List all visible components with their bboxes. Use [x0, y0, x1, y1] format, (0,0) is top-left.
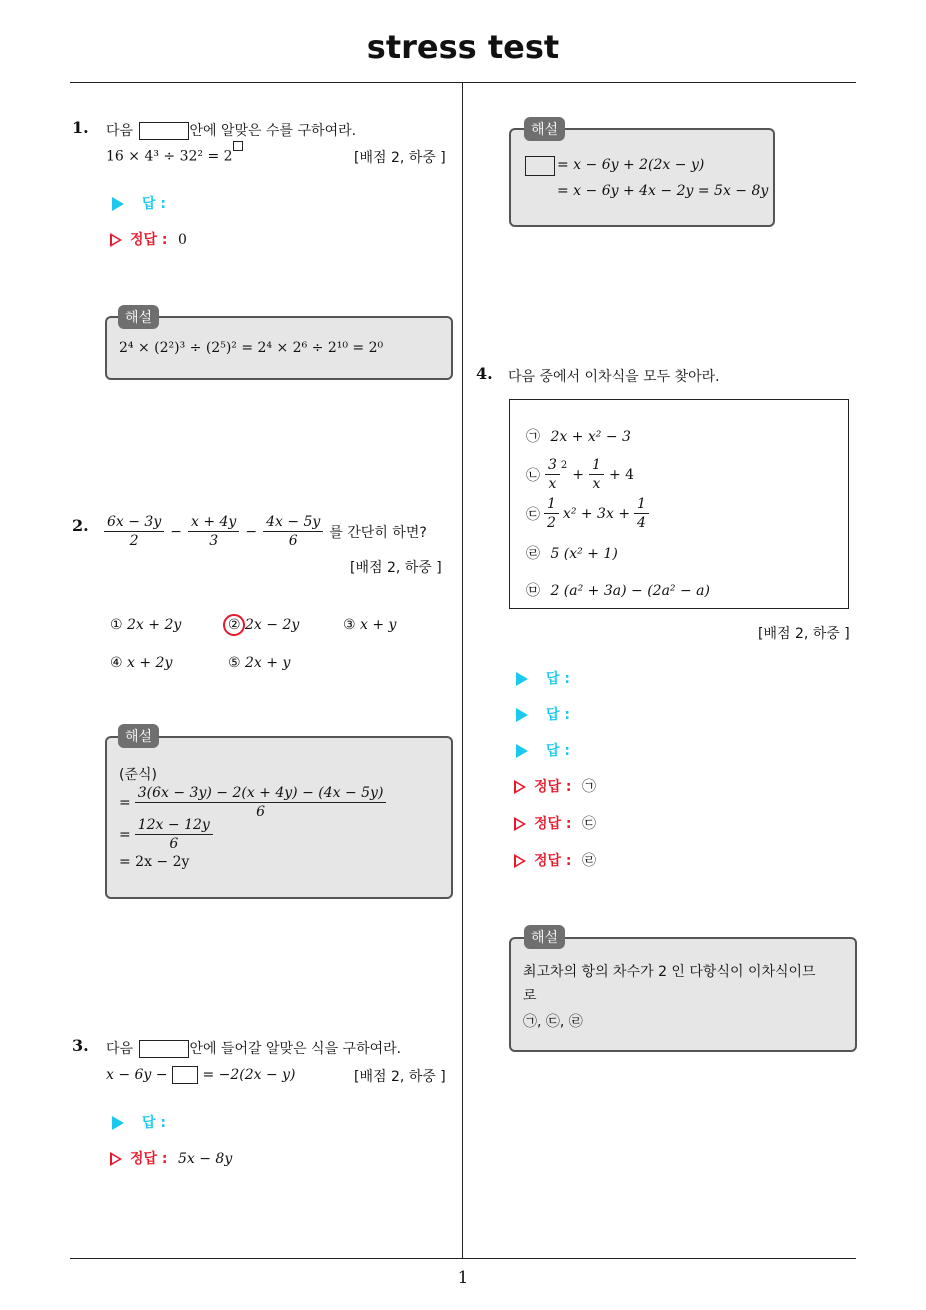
- q2-f1-num: 6x − 3y: [104, 513, 164, 532]
- q2-fraction-3: [263, 513, 323, 550]
- q4-item-c: [526, 495, 649, 532]
- q3-prompt-pre: 다음: [106, 1041, 134, 1057]
- q2-sol-f2-num: 12x − 12y: [135, 816, 213, 835]
- q1-answer-row: [112, 193, 166, 213]
- q3-solution-box: [509, 128, 775, 227]
- q4-item-a-text: 2x + x² − 3: [550, 429, 631, 445]
- q2-option-4-text: x + 2y: [127, 655, 173, 671]
- q1-correct-label: 정답 :: [130, 232, 168, 248]
- q1-prompt-pre: 다음: [106, 123, 134, 139]
- q1-correct-value: 0: [177, 232, 187, 248]
- q4-correct-row-2: [514, 813, 596, 833]
- q2-solution-box: [105, 736, 453, 899]
- q2-prompt-post: 를 간단히 하면?: [329, 524, 427, 541]
- q4-score: [배점 2, 하중 ]: [758, 626, 850, 642]
- q1-number: 1.: [72, 118, 89, 137]
- q4-answer-row-1: [516, 668, 570, 688]
- q2-option-3-mark: ③: [343, 617, 356, 633]
- correct-triangle-icon: [514, 854, 526, 868]
- q2-sol-eq-1: =: [119, 794, 131, 811]
- q2-solution-line-4: = 2x − 2y: [119, 854, 190, 870]
- q2-sol-f2-den: 6: [169, 836, 179, 852]
- q4-number: 4.: [476, 364, 493, 383]
- q4-item-c-f2-num: 1: [634, 495, 649, 514]
- q1-answer-label: 답 :: [142, 196, 166, 212]
- q4-answer-label-3: 답 :: [546, 743, 570, 759]
- q4-item-b: [526, 456, 634, 493]
- q4-solution-line-2: 로: [523, 988, 537, 1004]
- answer-triangle-icon: [516, 708, 528, 722]
- q4-item-b-sup: 2: [560, 460, 568, 471]
- footer-rule: [70, 1258, 856, 1259]
- q2-option-5-text: 2x + y: [245, 655, 291, 671]
- q2-solution-line-1: (준식): [119, 767, 157, 783]
- q2-fraction-2: [188, 513, 239, 550]
- q3-number: 3.: [72, 1036, 89, 1055]
- q4-solution-line-1: 최고차의 항의 차수가 2 인 다항식이 이차식이므: [523, 964, 816, 980]
- q4-prompt: 다음 중에서 이차식을 모두 찾아라.: [508, 369, 720, 385]
- q3-solution-box-blank: [525, 156, 555, 176]
- q4-item-c-mid: x² + 3x +: [562, 505, 631, 522]
- answer-triangle-icon: [516, 672, 528, 686]
- q2-option-5[interactable]: [228, 655, 290, 671]
- q2-f3-den: 6: [288, 533, 298, 549]
- q2-fraction-1: [104, 513, 164, 550]
- q4-item-b-mark: ㉡: [526, 467, 540, 484]
- q3-solution-line-2: = x − 6y + 4x − 2y = 5x − 8y: [557, 183, 769, 199]
- q3-score: [배점 2, 하중 ]: [354, 1069, 446, 1085]
- q2-f2-den: 3: [209, 533, 219, 549]
- q4-correct-label-3: 정답 :: [534, 853, 572, 869]
- q3-expr-pre: x − 6y −: [106, 1067, 168, 1083]
- q1-correct-row: [110, 229, 187, 249]
- q4-item-b-tail: + 4: [608, 466, 635, 483]
- q3-solution-line-1: = x − 6y + 2(2x − y): [557, 157, 705, 173]
- q4-item-b-f1-den: x: [548, 476, 557, 492]
- column-divider: [462, 83, 463, 1259]
- q3-answer-row: [112, 1112, 166, 1132]
- q3-expr-box: [172, 1066, 198, 1084]
- q4-item-c-f1-den: 2: [547, 515, 556, 531]
- q2-option-4[interactable]: [110, 655, 172, 671]
- q3-prompt-post: 안에 들어갈 알맞은 식을 구하여라.: [189, 1041, 402, 1057]
- correct-triangle-icon: [110, 233, 122, 247]
- q1-blank-box: [139, 122, 189, 140]
- q3-expression: [106, 1066, 296, 1084]
- q4-item-c-frac-1: [544, 495, 559, 532]
- q4-correct-row-3: [514, 850, 596, 870]
- q3-blank-box: [139, 1040, 189, 1058]
- answer-triangle-icon: [516, 744, 528, 758]
- q2-f1-den: 2: [129, 533, 139, 549]
- q4-solution-line-3: ㉠, ㉢, ㉣: [523, 1014, 583, 1030]
- q2-sol-fraction-2: [135, 816, 213, 853]
- q2-option-1[interactable]: [110, 617, 181, 633]
- q4-item-b-plus: +: [572, 466, 585, 483]
- q4-answer-row-2: [516, 704, 570, 724]
- q4-item-b-frac-2: [589, 456, 604, 493]
- page-title: stress test: [366, 28, 560, 66]
- q4-answer-row-3: [516, 740, 570, 760]
- q2-solution-line-3: [119, 816, 213, 853]
- q1-score: [배점 2, 하중 ]: [354, 150, 446, 166]
- q3-answer-label: 답 :: [142, 1115, 166, 1131]
- q2-option-1-mark: ①: [110, 617, 123, 633]
- q3-prompt: [106, 1038, 401, 1058]
- q4-correct-value-3: ㉣: [581, 853, 596, 869]
- q2-sol-f1-den: 6: [256, 804, 266, 820]
- q2-option-3-text: x + y: [360, 617, 397, 633]
- answer-triangle-icon: [112, 197, 124, 211]
- q4-item-b-f1-num: 3: [545, 456, 560, 475]
- answer-triangle-icon: [112, 1116, 124, 1130]
- q2-option-3[interactable]: [343, 617, 396, 633]
- correct-triangle-icon: [514, 817, 526, 831]
- q4-answer-label-2: 답 :: [546, 707, 570, 723]
- q1-expression-text: 16 × 4³ ÷ 32² = 2: [106, 148, 233, 165]
- q1-prompt-post: 안에 알맞은 수를 구하여라.: [189, 123, 357, 139]
- q2-option-4-mark: ④: [110, 655, 123, 671]
- q4-item-b-frac-1: [545, 456, 560, 493]
- q4-item-a-mark: ㉠: [526, 429, 540, 445]
- q4-correct-label-2: 정답 :: [534, 816, 572, 832]
- q2-f2-num: x + 4y: [188, 513, 239, 532]
- q3-correct-label: 정답 :: [130, 1151, 168, 1167]
- q1-solution-tag: 해설: [118, 305, 159, 329]
- q4-correct-label-1: 정답 :: [534, 779, 572, 795]
- page-number: 1: [457, 1268, 469, 1288]
- q4-item-d: [526, 543, 618, 563]
- q4-correct-value-1: ㉠: [581, 779, 596, 795]
- q4-correct-value-2: ㉢: [581, 816, 596, 832]
- q3-expr-post: = −2(2x − y): [202, 1067, 296, 1083]
- q2-option-2-text: 2x − 2y: [245, 617, 300, 633]
- q4-item-c-frac-2: [634, 495, 649, 532]
- q2-sol-eq-2: =: [119, 826, 131, 843]
- q4-item-e: [526, 580, 710, 600]
- q2-prompt: $\frac{6x - 3y}{2}$ − $\frac{x + 4y}{3}$ − $\frac{4x - 5y}{6}$ 를 간단히 하면?: [104, 513, 427, 550]
- q4-items-box: [509, 399, 849, 609]
- q4-correct-row-1: [514, 776, 596, 796]
- q2-option-5-mark: ⑤: [228, 655, 241, 671]
- q3-correct-value: 5x − 8y: [177, 1151, 233, 1167]
- q4-item-e-text: 2 (a² + 3a) − (2a² − a): [550, 583, 710, 599]
- q3-correct-row: [110, 1148, 232, 1168]
- q2-option-2-mark: ②: [228, 617, 241, 633]
- q1-solution-text: 2⁴ × (2²)³ ÷ (2⁵)² = 2⁴ × 2⁶ ÷ 2¹⁰ = 2⁰: [119, 340, 384, 356]
- q4-item-d-mark: ㉣: [526, 546, 540, 562]
- q2-solution-tag: 해설: [118, 724, 159, 748]
- q2-option-2[interactable]: [228, 617, 299, 633]
- correct-triangle-icon: [110, 1152, 122, 1166]
- q4-item-c-mark: ㉢: [526, 506, 540, 523]
- q2-score: [배점 2, 하중 ]: [350, 560, 442, 576]
- q4-solution-tag: 해설: [524, 925, 565, 949]
- q2-option-1-text: 2x + 2y: [127, 617, 182, 633]
- q4-answer-label-1: 답 :: [546, 671, 570, 687]
- q2-number: 2.: [72, 516, 89, 535]
- q3-solution-tag: 해설: [524, 117, 565, 141]
- q4-item-e-mark: ㉤: [526, 583, 540, 599]
- q4-item-d-text: 5 (x² + 1): [550, 546, 618, 562]
- q4-item-b-f2-num: 1: [589, 456, 604, 475]
- q2-f3-num: 4x − 5y: [263, 513, 323, 532]
- q2-sol-f1-num: 3(6x − 3y) − 2(x + 4y) − (4x − 5y): [135, 784, 387, 803]
- header-rule: [70, 82, 856, 83]
- q4-item-c-f1-num: 1: [544, 495, 559, 514]
- q4-item-c-f2-den: 4: [637, 515, 646, 531]
- q4-solution-box: [509, 937, 857, 1052]
- q4-item-b-f2-den: x: [592, 476, 601, 492]
- q1-prompt: [106, 120, 356, 140]
- correct-triangle-icon: [514, 780, 526, 794]
- q4-item-a: [526, 426, 631, 446]
- q1-expression: [106, 147, 243, 165]
- q1-exponent-box: [233, 141, 243, 151]
